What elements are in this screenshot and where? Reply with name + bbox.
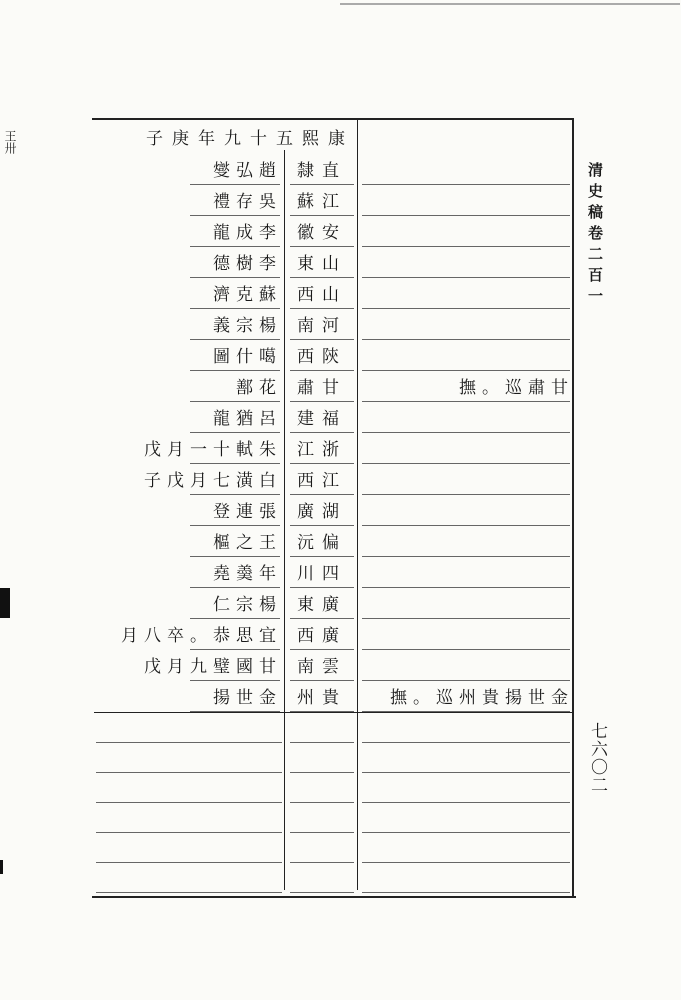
official-name-cell: 登連張 <box>213 502 282 522</box>
row-rule <box>362 680 570 681</box>
row-rule <box>290 370 354 371</box>
official-name-cell: 揚世金 <box>213 688 282 708</box>
page-number: 七六〇二 <box>587 722 607 794</box>
empty-row-rule <box>290 772 354 773</box>
row-rule <box>290 432 354 433</box>
official-name-cell: 鄯花 <box>236 378 282 398</box>
official-name-cell: 德樹李 <box>213 254 282 274</box>
official-name-cell: 戊月九璧國甘 <box>144 657 282 677</box>
row-rule <box>290 339 354 340</box>
row-rule <box>362 401 570 402</box>
row-rule <box>190 277 280 278</box>
row-rule <box>190 184 280 185</box>
province-cell: 隸直 <box>297 161 347 181</box>
province-cell: 西江 <box>297 471 347 491</box>
row-rule <box>290 277 354 278</box>
row-rule <box>190 494 280 495</box>
header-year: 子庚年九十五熙康 <box>146 129 354 149</box>
row-rule <box>190 649 280 650</box>
row-rule <box>190 463 280 464</box>
running-head: 清史稿卷二百一 <box>586 162 604 309</box>
section-rule <box>94 712 572 713</box>
row-rule <box>362 463 570 464</box>
row-rule <box>290 246 354 247</box>
official-name-cell: 樞之王 <box>213 533 282 553</box>
table-bottom-rule <box>92 896 576 898</box>
row-rule <box>362 525 570 526</box>
row-rule <box>190 215 280 216</box>
governor-cell: 撫。巡肅甘 <box>459 378 574 398</box>
row-rule <box>362 308 570 309</box>
empty-row-rule <box>362 802 570 803</box>
province-cell: 川四 <box>297 564 347 584</box>
binding-mark-small <box>0 860 3 874</box>
row-rule <box>290 494 354 495</box>
row-rule <box>190 246 280 247</box>
official-name-cell: 圖什噶 <box>213 347 282 367</box>
row-rule <box>362 494 570 495</box>
row-rule <box>290 401 354 402</box>
top-edge-rule <box>340 3 680 5</box>
official-name-cell: 龍猶呂 <box>213 409 282 429</box>
empty-row-rule <box>362 862 570 863</box>
official-name-cell: 堯羮年 <box>213 564 282 584</box>
empty-row-rule <box>96 772 282 773</box>
province-cell: 徽安 <box>297 223 347 243</box>
official-name-cell: 燮弘趙 <box>213 161 282 181</box>
row-rule <box>362 339 570 340</box>
row-rule <box>190 556 280 557</box>
row-rule <box>362 246 570 247</box>
row-rule <box>290 587 354 588</box>
province-cell: 西陝 <box>297 347 347 367</box>
official-name-cell: 戊月一十軾朱 <box>144 440 282 460</box>
province-cell: 西廣 <box>297 626 347 646</box>
province-cell: 江浙 <box>297 440 347 460</box>
province-cell: 肅甘 <box>297 378 347 398</box>
row-rule <box>290 680 354 681</box>
column-divider-mid <box>357 120 358 890</box>
row-rule <box>190 308 280 309</box>
province-cell: 南雲 <box>297 657 347 677</box>
row-rule <box>190 339 280 340</box>
official-name-cell: 仁宗楊 <box>213 595 282 615</box>
table-top-rule <box>92 118 572 120</box>
row-rule <box>190 618 280 619</box>
row-rule <box>362 618 570 619</box>
province-cell: 州貴 <box>297 688 347 708</box>
table-right-border <box>572 118 574 896</box>
empty-row-rule <box>290 862 354 863</box>
row-rule <box>362 215 570 216</box>
empty-row-rule <box>362 742 570 743</box>
empty-row-rule <box>362 832 570 833</box>
row-rule <box>190 680 280 681</box>
province-cell: 西山 <box>297 285 347 305</box>
province-cell: 東廣 <box>297 595 347 615</box>
empty-row-rule <box>96 742 282 743</box>
row-rule <box>362 649 570 650</box>
province-cell: 蘇江 <box>297 192 347 212</box>
province-cell: 東山 <box>297 254 347 274</box>
empty-row-rule <box>290 802 354 803</box>
row-rule <box>190 432 280 433</box>
empty-row-rule <box>96 832 282 833</box>
row-rule <box>290 649 354 650</box>
empty-row-rule <box>362 772 570 773</box>
empty-row-rule <box>290 832 354 833</box>
official-name-cell: 子戊月七潢白 <box>144 471 282 491</box>
row-rule <box>290 618 354 619</box>
binding-mark <box>0 588 10 618</box>
row-rule <box>362 432 570 433</box>
row-rule <box>362 556 570 557</box>
province-cell: 建福 <box>297 409 347 429</box>
row-rule <box>190 370 280 371</box>
empty-row-rule <box>96 892 282 893</box>
row-rule <box>290 308 354 309</box>
row-rule <box>190 525 280 526</box>
empty-row-rule <box>290 742 354 743</box>
row-rule <box>362 277 570 278</box>
column-divider-left <box>284 150 285 890</box>
row-rule <box>290 525 354 526</box>
row-rule <box>290 556 354 557</box>
empty-row-rule <box>290 892 354 893</box>
row-rule <box>190 587 280 588</box>
province-cell: 南河 <box>297 316 347 336</box>
row-rule <box>190 401 280 402</box>
row-rule <box>362 184 570 185</box>
row-rule <box>290 184 354 185</box>
row-rule <box>290 215 354 216</box>
empty-row-rule <box>96 862 282 863</box>
empty-row-rule <box>362 892 570 893</box>
official-name-cell: 義宗楊 <box>213 316 282 336</box>
province-cell: 沅偏 <box>297 533 347 553</box>
official-name-cell: 禮存吳 <box>213 192 282 212</box>
official-name-cell: 月八卒。恭思宜 <box>121 626 282 646</box>
row-rule <box>362 370 570 371</box>
governor-cell: 撫。巡州貴揚世金 <box>390 688 574 708</box>
empty-row-rule <box>96 802 282 803</box>
official-name-cell: 龍成李 <box>213 223 282 243</box>
row-rule <box>290 463 354 464</box>
official-name-cell: 濟克蘇 <box>213 285 282 305</box>
province-cell: 廣湖 <box>297 502 347 522</box>
row-rule <box>362 587 570 588</box>
side-mark: 王卅 <box>3 130 17 154</box>
